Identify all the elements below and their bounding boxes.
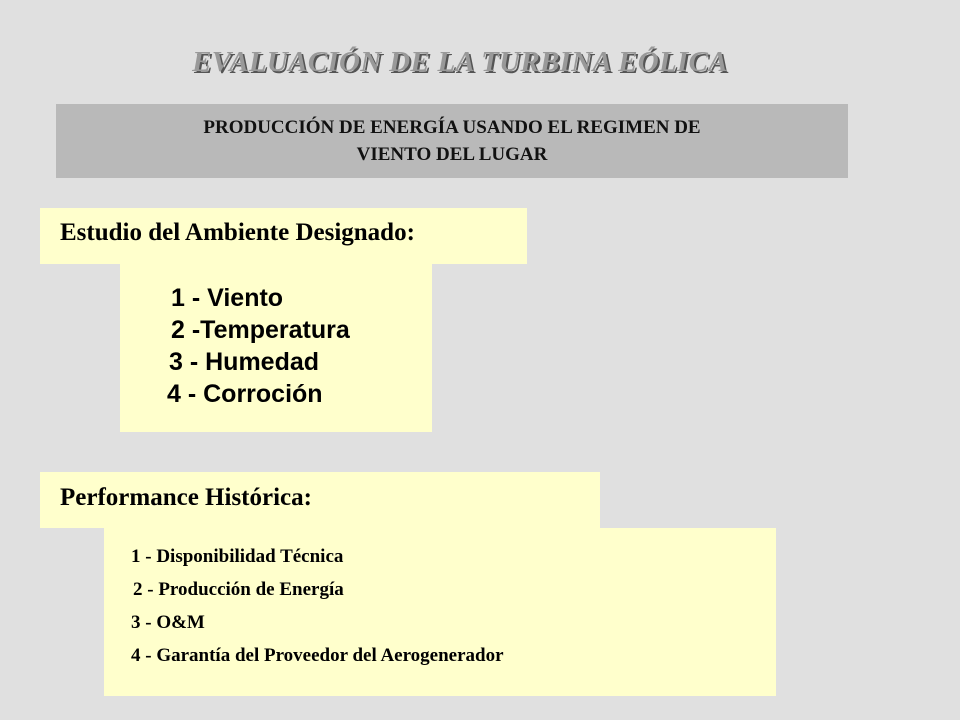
list-item: 1 - Disponibilidad Técnica bbox=[131, 546, 344, 567]
list-item: 2 - Producción de Energía bbox=[133, 579, 344, 600]
list-item: 1 - Viento bbox=[171, 284, 284, 312]
list-item: 4 - Corroción bbox=[167, 380, 323, 408]
page-title: EVALUACIÓN DE LA TURBINA EÓLICA bbox=[192, 46, 728, 78]
list-item: 4 - Garantía del Proveedor del Aerogenerador bbox=[131, 645, 504, 666]
subtitle-line-2: VIENTO DEL LUGAR bbox=[356, 144, 548, 165]
subtitle-banner bbox=[56, 104, 848, 178]
section1-heading: Estudio del Ambiente Designado: bbox=[60, 219, 415, 246]
list-item: 3 - Humedad bbox=[169, 348, 320, 376]
list-item: 2 -Temperatura bbox=[171, 316, 350, 344]
subtitle-line-1: PRODUCCIÓN DE ENERGÍA USANDO EL REGIMEN DE bbox=[203, 117, 701, 138]
section2-heading: Performance Histórica: bbox=[60, 484, 312, 511]
list-item: 3 - O&M bbox=[131, 612, 205, 633]
